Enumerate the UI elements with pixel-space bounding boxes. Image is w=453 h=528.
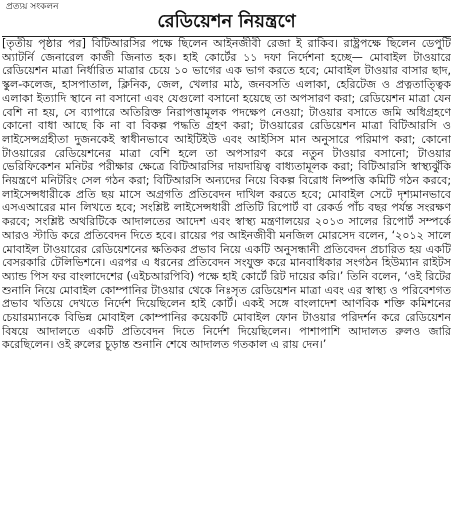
article-body-text: বিটিআরসির পক্ষে ছিলেন আইনজীবী রেজা ই রাকিব। রাষ্ট্রপক্ষে ছিলেন ডেপুটি অ্যাটর্নি জেনারেল কাজী জিনাত হক। হাই কোর্টের ১১ দফা নির্দেশনা হচ্ছে— মোবাইল টাওয়ারে রেডিয়েশন মাত্রা নির্ধারিত মাত্রার চেয়ে ১০ ভাগের এক ভাগ করতে হবে; মোবাইল টাওয়ার বাসার ছাদ, স্কুল-কলেজ, হাসপাতাল, ক্লিনিক, জেল, খেলার মাঠ, জনবসতি এলাকা, হেরিটেজ ও প্রত্নতাত্ত্বিক এলাকা ইত্যাদি স্থানে না বসানো এবং যেগুলো বসানো হয়েছে তা অপসারণ করা; রেডিয়েশন মাত্রা যেন বেশি না হয়, সে ব্যাপারে অতিরিক্ত নিরাপত্তামূলক পদক্ষেপ নেওয়া; টাওয়ার বসাতে জমি অধিগ্রহণে কোনো বাধা আছে কি না বা বিকল্প পদ্ধতি গ্রহণ করা; টাওয়ারের রেডিয়েশন মাত্রা বিটিআরসি ও লাইসেন্সগ্রহীতা দুজনকেই স্বাধীনভাবে আইটিইউ এবং আইসিস মান অনুসারে পরিমাপ করা; কোনো টাওয়ারের রেডিয়েশনের মাত্রা বেশি হলে তা অপসারণ করে নতুন টাওয়ার বসানো; টাওয়ার ভেরিফিকেশন মনিটর পরীক্ষার ক্ষেত্রে বিটিআরসির দায়দায়িত্ব বাধ্যতামূলক করা; বিটিআরসি স্বাস্থ্যঝুঁকি নিয়ন্ত্রণে মনিটরিং সেল গঠন করা; বিটিআরসি অন্যদের নিয়ে বিকল্প বিরোধ নিষ্পত্তি কমিটি গঠন করবে; লাইসেন্সধারীকে প্রতি ছয় মাসে অগ্রগতি প্রতিবেদন দাখিল করতে হবে; মোবাইল সেটে দৃশ্যমানভাবে এসএআরের মান লিখতে হবে; সংশ্লিষ্ট লাইসেন্সধারী প্রতিটি রিপোর্ট বা রেকর্ড পাঁচ বছর পর্যন্ত সংরক্ষণ করবে; সংশ্লিষ্ট অথরিটিকে আদালতের আদেশ এবং স্বাস্থ্য মন্ত্রণালয়ের ২০১৩ সালের রিপোর্ট সম্পর্কে আরও স্টাডি করে প্রতিবেদন দিতে হবে। রায়ের পর আইনজীবী মনজিল মোরসেদ বলেন, ‘২০১২ সালে মোবাইল টাওয়ারের রেডিয়েশনের ক্ষতিকর প্রভাব নিয়ে একটি অনুসন্ধানী প্রতিবেদন প্রচারিত হয় একটি বেসরকারি টেলিভিশনে। এরপর এ ধরনের প্রতিবেদন সংযুক্ত করে মানবাধিকার সংগঠন হিউম্যান রাইটস অ্যান্ড পিস ফর বাংলাদেশের (এইচআরপিবি) পক্ষে হাই কোর্টে রিট দায়ের করি।’ তিনি বলেন, ‘ওই রিটের শুনানি নিয়ে মোবাইল কোম্পানির টাওয়ার থেকে নিঃসৃত রেডিয়েশন মাত্রা এবং এর স্বাস্থ্য ও পরিবেশগত প্রভাব খতিয়ে দেখতে নির্দেশ দিয়েছিলেন হাই কোর্ট। একই সঙ্গে বাংলাদেশ আণবিক শক্তি কমিশনের চেয়ারম্যানকে বিভিন্ন মোবাইল কোম্পানির কয়েকটি মোবাইল ফোন টাওয়ার পরিদর্শন করে রেডিয়েশন বিষয়ে আদালতে একটি প্রতিবেদন দিতে নির্দেশ দিয়েছিলেন। পাশাপাশি আদালত রুলও জারি করেছিলেন। ওই রুলের চূড়ান্ত শুনানি শেষে আদালত গতকাল এ রায় দেন।’ [2,37,451,352]
article-headline: রেডিয়েশন নিয়ন্ত্রণে [157,11,296,32]
top-strip-text: প্রত্যয় সংকলন [6,2,59,12]
article-body [2,37,451,527]
continuation-reference: [তৃতীয় পৃষ্ঠার পর] [2,37,86,50]
